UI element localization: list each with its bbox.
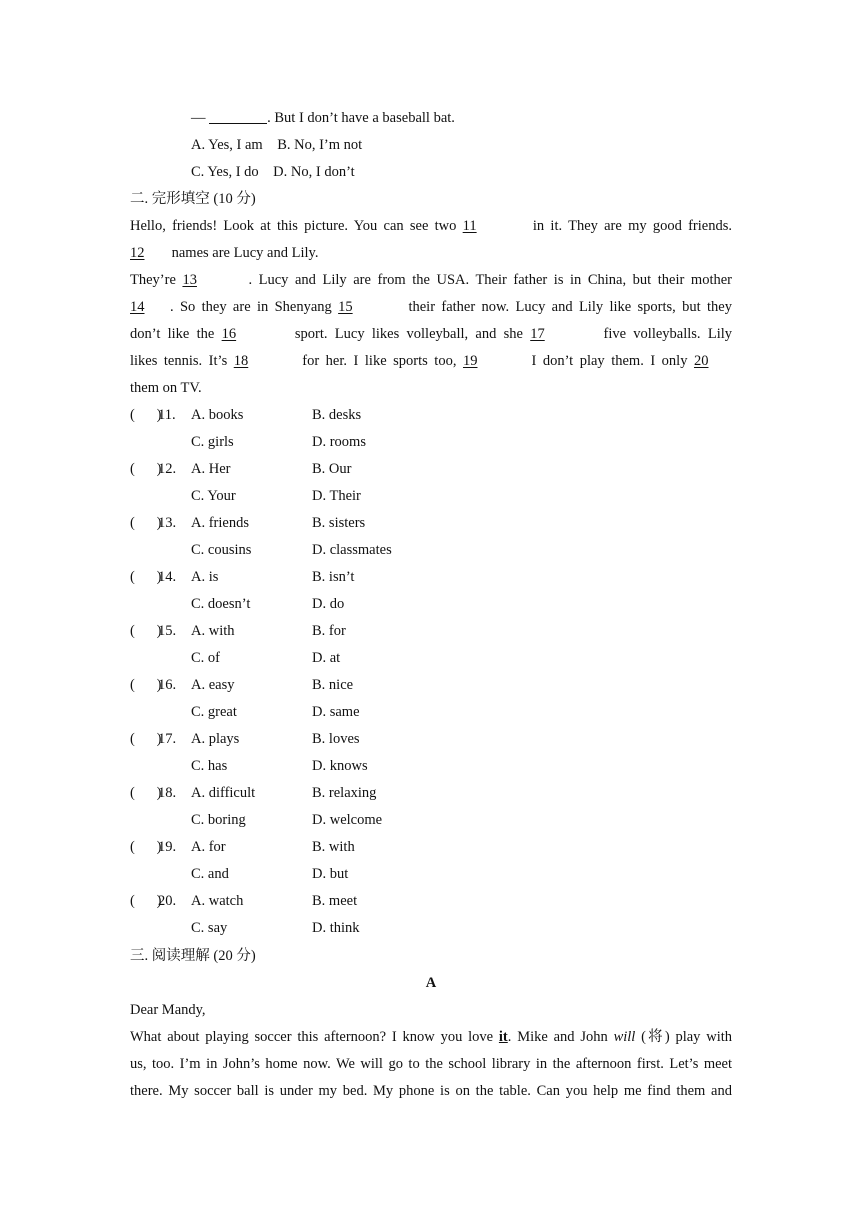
option-a[interactable]: A. watch xyxy=(191,893,244,909)
option-d[interactable]: D. welcome xyxy=(312,812,383,828)
question-number: 17. xyxy=(158,731,177,747)
option-a[interactable]: A. with xyxy=(191,623,235,639)
option-b[interactable]: B. sisters xyxy=(312,515,366,531)
option-c[interactable]: C. doesn’t xyxy=(191,596,251,612)
letter-line-3: there. My soccer ball is under my bed. My phone is on the table. Can you help me find them and xyxy=(130,1083,732,1099)
option-c[interactable]: C. cousins xyxy=(191,542,252,558)
question-number: 12. xyxy=(158,461,177,477)
blank-11: 11 xyxy=(462,218,477,234)
blank-15: 15 xyxy=(338,299,353,315)
option-a[interactable]: A. friends xyxy=(191,515,249,531)
option-b[interactable]: B. relaxing xyxy=(312,785,377,801)
option-b[interactable]: B. nice xyxy=(312,677,354,693)
option-b[interactable]: B. for xyxy=(312,623,346,639)
answer-paren[interactable]: ( ) xyxy=(130,569,162,585)
blank-20: 20 xyxy=(693,353,709,369)
option-b[interactable]: B. isn’t xyxy=(312,569,355,585)
option-d[interactable]: D. knows xyxy=(312,758,368,774)
question-number: 18. xyxy=(158,785,177,801)
passage-line-3: They’re 13 . Lucy and Lily are from the USA. Their father is in China, but their mother xyxy=(130,272,732,288)
question-number: 14. xyxy=(158,569,177,585)
option-a[interactable]: A. for xyxy=(191,839,226,855)
italic-word-will: will xyxy=(613,1029,636,1045)
option-b[interactable]: B. desks xyxy=(312,407,362,423)
option-b[interactable]: B. loves xyxy=(312,731,360,747)
option-d[interactable]: D. but xyxy=(312,866,349,882)
option-d[interactable]: D. do xyxy=(312,596,345,612)
answer-blank xyxy=(209,109,267,124)
question-number: 16. xyxy=(158,677,177,693)
answer-paren[interactable]: ( ) xyxy=(130,839,162,855)
option-d[interactable]: D. at xyxy=(312,650,341,666)
option-b[interactable]: B. meet xyxy=(312,893,358,909)
answer-paren[interactable]: ( ) xyxy=(130,785,162,801)
question-number: 20. xyxy=(158,893,177,909)
section-title-reading: 三. 阅读理解 (20 分) xyxy=(130,948,256,964)
passage-line-5: don’t like the 16 sport. Lucy likes volleyball, and she 17 five volleyballs. Lily xyxy=(130,326,732,342)
option-c[interactable]: C. boring xyxy=(191,812,246,828)
passage-line-7: them on TV. xyxy=(130,380,202,396)
option-a[interactable]: A. books xyxy=(191,407,244,423)
option-c[interactable]: C. and xyxy=(191,866,229,882)
answer-paren[interactable]: ( ) xyxy=(130,515,162,531)
option-d[interactable]: D. same xyxy=(312,704,360,720)
blank-17: 17 xyxy=(530,326,545,342)
option-c[interactable]: C. of xyxy=(191,650,220,666)
option-a[interactable]: A. easy xyxy=(191,677,235,693)
option-a[interactable]: A. is xyxy=(191,569,219,585)
option-b[interactable]: B. with xyxy=(312,839,355,855)
option-b[interactable]: B. Our xyxy=(312,461,352,477)
passage-line-6: likes tennis. It’s 18 for her. I like sports too, 19 I don’t play them. I only 20 xyxy=(130,351,732,371)
section-title-cloze: 二. 完形填空 (10 分) xyxy=(130,191,256,207)
blank-12: 12 xyxy=(130,245,145,261)
blank-19: 19 xyxy=(462,353,478,369)
letter-line-2: us, too. I’m in John’s home now. We will go to the school library in the afternoon first. Let’s meet xyxy=(130,1056,732,1072)
option-a[interactable]: A. difficult xyxy=(191,785,256,801)
answer-paren[interactable]: ( ) xyxy=(130,677,162,693)
q10-options-ab: A. Yes, I am B. No, I’m not xyxy=(191,137,363,153)
answer-paren[interactable]: ( ) xyxy=(130,731,162,747)
blank-13: 13 xyxy=(182,272,197,288)
q10-options-cd: C. Yes, I do D. No, I don’t xyxy=(191,164,355,180)
passage-line-1: Hello, friends! Look at this picture. You can see two 11 in it. They are my good friends. xyxy=(130,218,732,234)
option-c[interactable]: C. Your xyxy=(191,488,236,504)
passage-line-4: 14 . So they are in Shenyang 15 their father now. Lucy and Lily like sports, but they xyxy=(130,299,732,315)
option-d[interactable]: D. think xyxy=(312,920,360,936)
option-a[interactable]: A. Her xyxy=(191,461,231,477)
answer-paren[interactable]: ( ) xyxy=(130,461,162,477)
letter-line-1: What about playing soccer this afternoon? I know you love it. Mike and John will (将) play with xyxy=(130,1029,733,1045)
blank-18: 18 xyxy=(233,353,249,369)
option-a[interactable]: A. plays xyxy=(191,731,240,747)
q10-prompt: — . But I don’t have a baseball bat. xyxy=(191,110,455,126)
answer-paren[interactable]: ( ) xyxy=(130,893,162,909)
blank-16: 16 xyxy=(221,326,237,342)
option-d[interactable]: D. classmates xyxy=(312,542,392,558)
option-c[interactable]: C. say xyxy=(191,920,228,936)
reading-part-label: A xyxy=(425,975,437,991)
option-c[interactable]: C. has xyxy=(191,758,228,774)
option-c[interactable]: C. girls xyxy=(191,434,234,450)
answer-paren[interactable]: ( ) xyxy=(130,623,162,639)
option-c[interactable]: C. great xyxy=(191,704,237,720)
blank-14: 14 xyxy=(130,299,145,315)
underlined-word-it: it xyxy=(498,1029,508,1045)
option-d[interactable]: D. rooms xyxy=(312,434,366,450)
question-number: 19. xyxy=(158,839,177,855)
option-d[interactable]: D. Their xyxy=(312,488,361,504)
answer-paren[interactable]: ( ) xyxy=(130,407,162,423)
passage-line-2: 12 names are Lucy and Lily. xyxy=(130,245,319,261)
question-number: 11. xyxy=(158,407,176,423)
question-number: 15. xyxy=(158,623,177,639)
letter-salutation: Dear Mandy, xyxy=(130,1002,206,1018)
question-number: 13. xyxy=(158,515,177,531)
